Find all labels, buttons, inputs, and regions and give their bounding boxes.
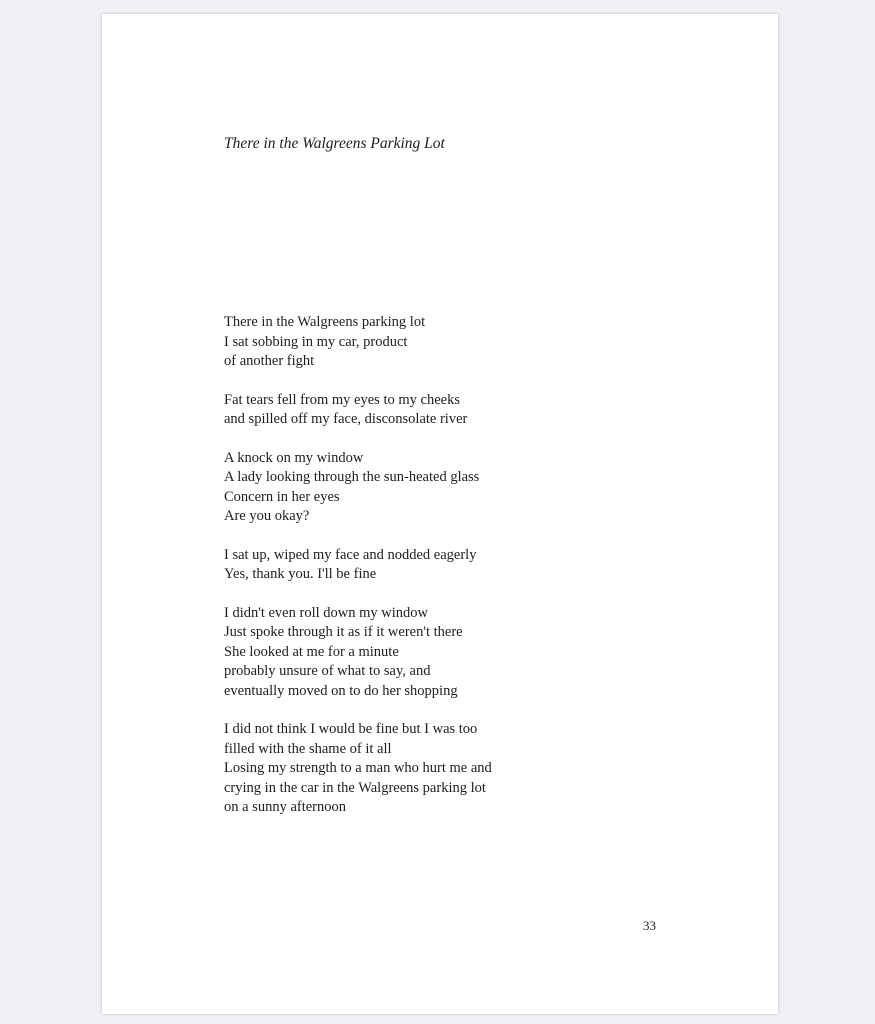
poem-line: filled with the shame of it all [224,740,392,757]
poem-line: Losing my strength to a man who hurt me and [224,760,492,776]
stanza-2 [224,391,492,430]
poem-line: Are you okay? [224,508,310,524]
stanza-6 [224,720,492,818]
poem-line: Fat tears fell from my eyes to my cheeks [224,391,460,408]
poem-line: I sat sobbing in my car, product [224,333,408,350]
poem-body [224,313,492,837]
stanza-5 [224,604,492,702]
poem-line: Yes, thank you. I'll be fine [224,566,377,582]
poem-line: probably unsure of what to say, and [224,663,431,679]
poem-line: I did not think I would be fine but I was too [224,721,478,737]
poem-line: A lady looking through the sun-heated glass [224,469,480,485]
stanza-3 [224,449,492,527]
page-number: 33 [643,918,656,933]
poem-line: Concern in her eyes [224,488,340,505]
poem-line: of another fight [224,353,315,369]
poem-line: Just spoke through it as if it weren't there [224,624,463,640]
poem-line: I didn't even roll down my window [224,604,428,621]
poem-title: There in the Walgreens Parking Lot [224,135,445,152]
poem-line: There in the Walgreens parking lot [224,314,426,330]
poem-line: crying in the car in the Walgreens parking lot [224,779,486,796]
stanza-4 [224,546,492,585]
poem-line: and spilled off my face, disconsolate river [224,411,468,427]
poem-line: I sat up, wiped my face and nodded eagerly [224,546,477,563]
stanza-1 [224,313,492,372]
poem-line: eventually moved on to do her shopping [224,682,458,699]
document-page [102,14,778,1014]
poem-line: She looked at me for a minute [224,643,399,660]
poem-line: on a sunny afternoon [224,799,347,815]
poem-line: A knock on my window [224,449,364,466]
